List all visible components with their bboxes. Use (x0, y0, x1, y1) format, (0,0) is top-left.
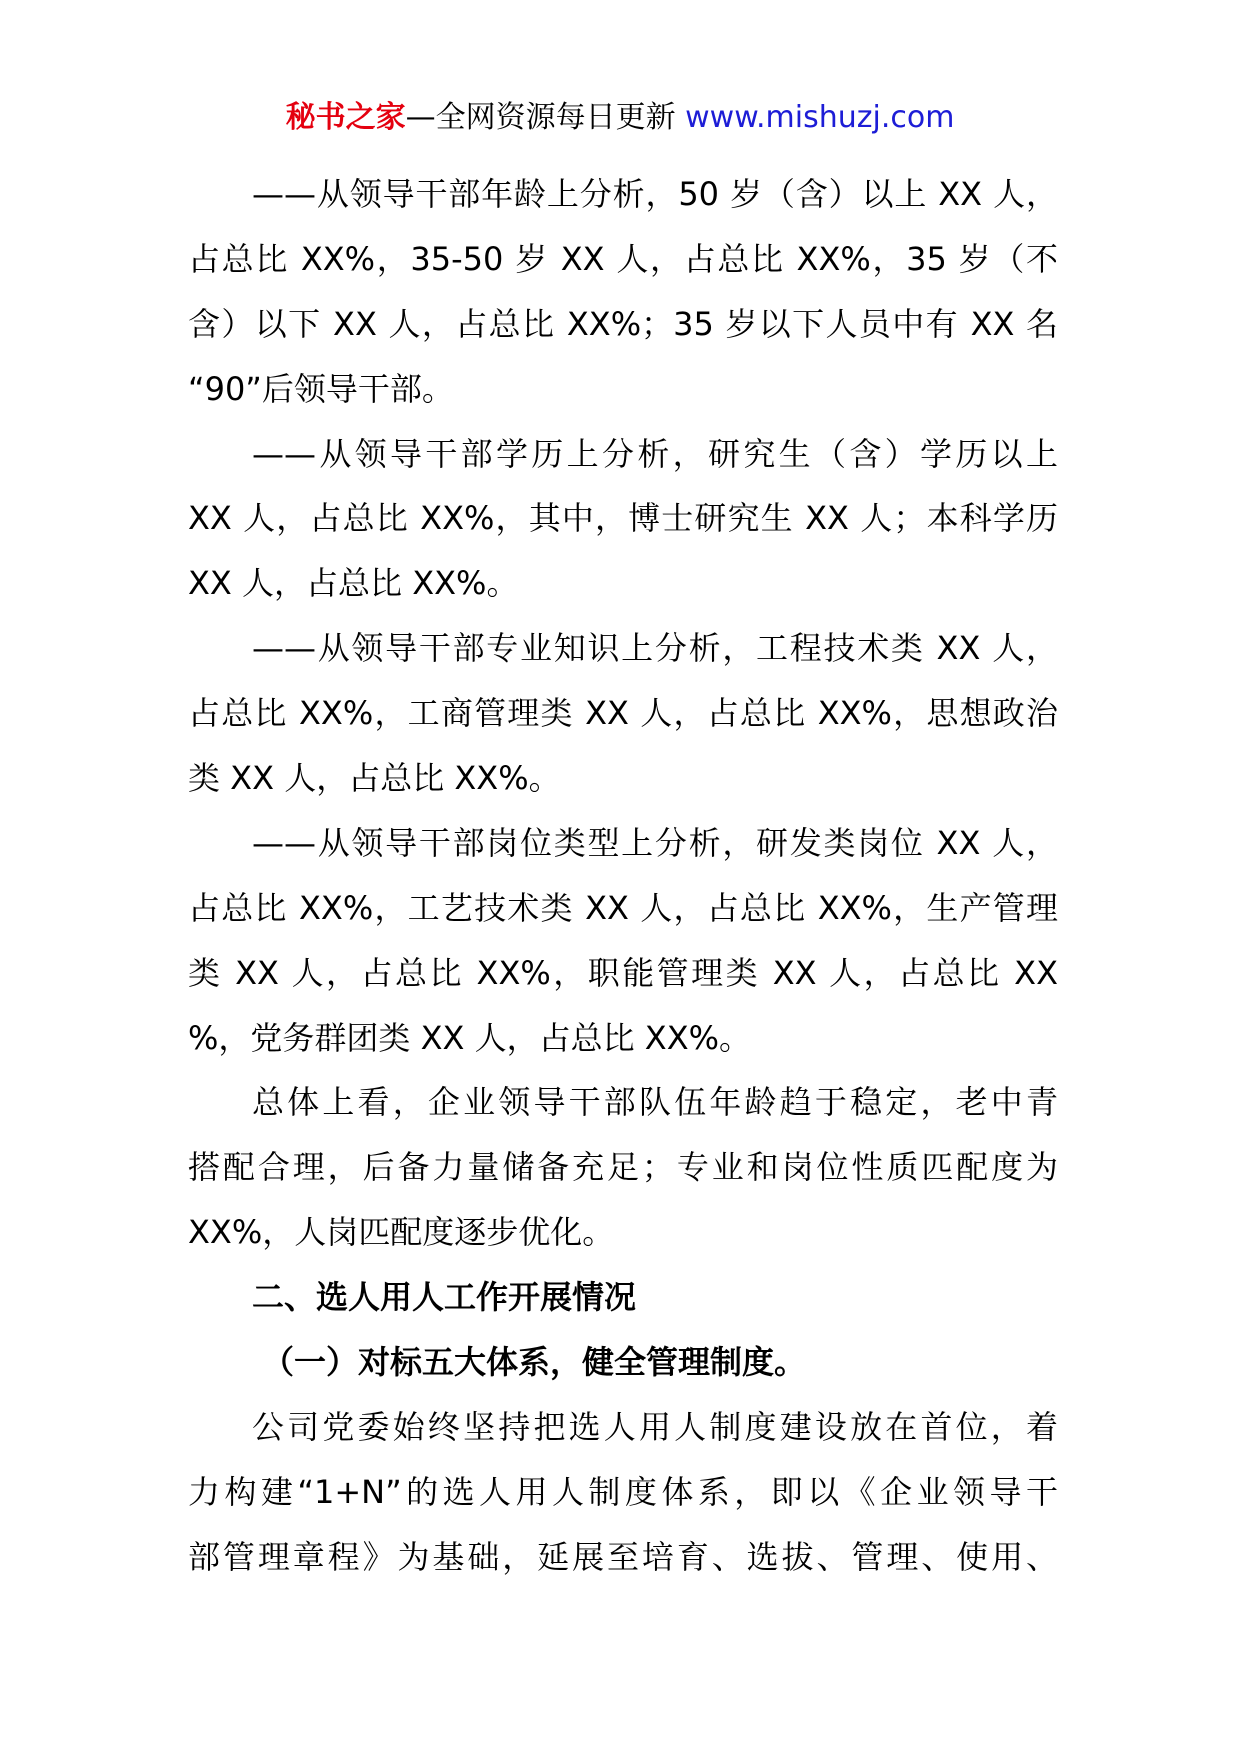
paragraph-line: XX%，人岗匹配度逐步优化。 (188, 1213, 615, 1252)
subsection-heading: （一）对标五大体系，健全管理制度。 (262, 1343, 807, 1382)
paragraph-line: 公司党委始终坚持把选人用人制度建设放在首位，着 (252, 1407, 1058, 1446)
document-body (188, 162, 1058, 1590)
paragraph-line: %，党务群团类 XX 人，占总比 XX%。 (188, 1018, 752, 1057)
paragraph-line: 类 XX 人，占总比 XX%。 (188, 759, 561, 798)
paragraph-line: 部管理章程》为基础，延展至培育、选拔、管理、使用、 (188, 1537, 1058, 1576)
paragraph-line: “90”后领导干部。 (188, 369, 454, 408)
paragraph-line: 占总比 XX%，工商管理类 XX 人，占总比 XX%，思想政治 (188, 694, 1058, 733)
paragraph-line: 占总比 XX%，工艺技术类 XX 人，占总比 XX%，生产管理 (188, 888, 1058, 927)
page-header (0, 98, 1240, 138)
header-url-link[interactable]: www.mishuzj.com (685, 100, 955, 135)
paragraph-line: XX 人，占总比 XX%，其中，博士研究生 XX 人；本科学历 (188, 499, 1058, 538)
section-heading: 二、选人用人工作开展情况 (252, 1278, 637, 1317)
paragraph-line: XX 人，占总比 XX%。 (188, 564, 519, 603)
paragraph-line: 类 XX 人，占总比 XX%，职能管理类 XX 人，占总比 XX (188, 953, 1058, 992)
paragraph-line: 搭配合理，后备力量储备充足；专业和岗位性质匹配度为 (188, 1148, 1058, 1187)
paragraph-line: ——从领导干部学历上分析，研究生（含）学历以上 (252, 434, 1058, 473)
paragraph-line: ——从领导干部岗位类型上分析，研发类岗位 XX 人， (252, 823, 1058, 862)
header-slogan: —全网资源每日更新 (405, 100, 676, 135)
paragraph-line: 含）以下 XX 人，占总比 XX%；35 岁以下人员中有 XX 名 (188, 304, 1058, 343)
header-brand: 秘书之家 (285, 100, 406, 135)
paragraph-line: 力构建“1+N”的选人用人制度体系，即以《企业领导干 (188, 1472, 1058, 1511)
paragraph-line: 占总比 XX%，35-50 岁 XX 人，占总比 XX%，35 岁（不 (188, 239, 1058, 278)
paragraph-line: 总体上看，企业领导干部队伍年龄趋于稳定，老中青 (252, 1083, 1058, 1122)
paragraph-line: ——从领导干部年龄上分析，50 岁（含）以上 XX 人， (252, 175, 1058, 213)
paragraph-line: ——从领导干部专业知识上分析，工程技术类 XX 人， (252, 629, 1058, 668)
